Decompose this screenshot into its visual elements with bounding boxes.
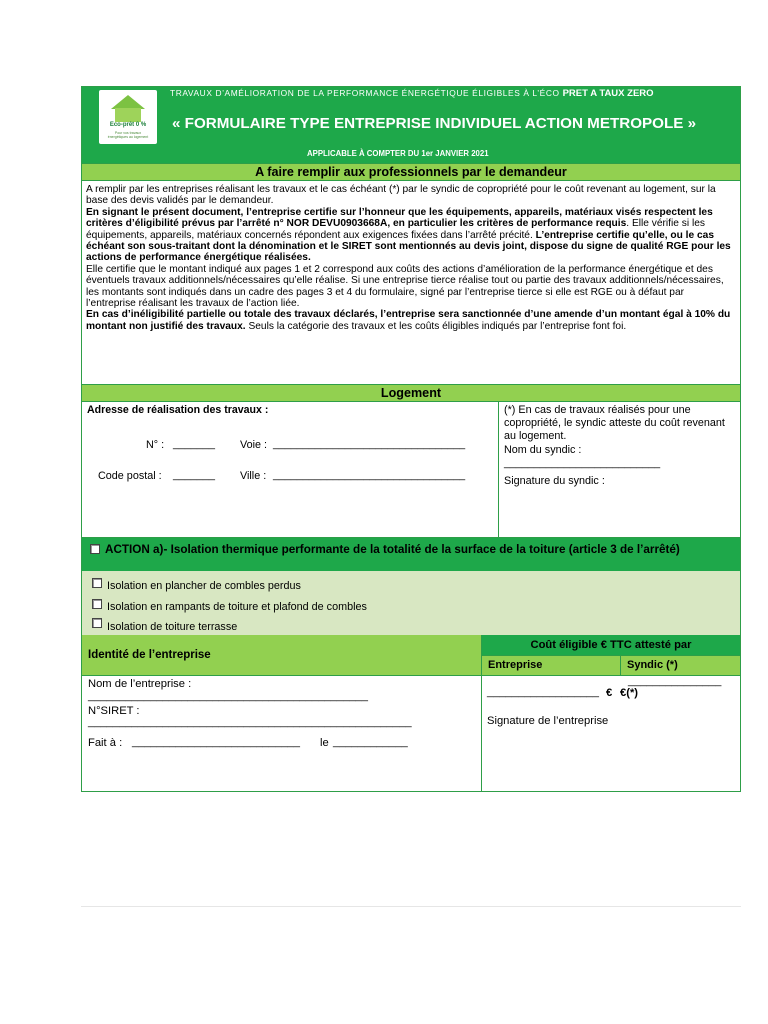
voie-label: Voie : <box>240 439 268 451</box>
cost-columns <box>482 656 740 675</box>
company-name-label: Nom de l’entreprise : <box>88 678 192 690</box>
header-top-line: TRAVAUX D’AMÉLIORATION DE LA PERFORMANCE ÉNERGÉTIQUE ÉLIGIBLES À L’ÉCO PRET A TAUX ZERO <box>170 88 654 99</box>
company-signature-label: Signature de l’entreprise <box>487 715 609 727</box>
form-title: « FORMULAIRE TYPE ENTREPRISE INDIVIDUEL ACTION METROPOLE » <box>172 115 697 132</box>
header-top-bold: PRET A TAUX ZERO <box>562 88 654 99</box>
amount-entreprise-field[interactable]: __________________ <box>487 686 599 698</box>
col-syndic: Syndic (*) <box>627 659 678 671</box>
applicable-date: APPLICABLE À COMPTER DU 1er JANVIER 2021 <box>307 149 489 158</box>
house-icon <box>115 108 141 122</box>
cost-values <box>482 676 740 791</box>
logo-text: Eco-prêt 0 % <box>109 122 147 128</box>
identity-heading: Identité de l’entreprise <box>88 649 211 661</box>
logement-section <box>82 402 740 537</box>
euro-syndic-symbol: €(*) <box>620 687 639 699</box>
cost-header <box>482 635 740 675</box>
identity-heading-cell <box>82 635 482 675</box>
fait-field[interactable]: ___________________________ <box>132 736 300 748</box>
cp-label: Code postal : <box>98 470 162 482</box>
date-label: le <box>320 737 329 749</box>
date-field[interactable]: ____________ <box>333 736 408 748</box>
syndic-note: (*) En cas de travaux réalisés pour une copropriété, le syndic atteste du coût revenant au logement. <box>504 404 725 442</box>
fait-label: Fait à : <box>88 737 123 749</box>
euro-symbol: € <box>606 687 613 699</box>
ville-label: Ville : <box>240 470 267 482</box>
address-label: Adresse de réalisation des travaux : <box>87 404 269 416</box>
num-label: N° : <box>146 439 165 451</box>
eco-pret-logo <box>99 90 157 144</box>
eco-ptz-form <box>81 86 741 792</box>
page-divider <box>81 906 741 907</box>
syndic-name-field[interactable]: __________________________ <box>504 457 661 469</box>
option-checkbox-combles-perdus[interactable] <box>92 578 102 588</box>
syndic-signature-label: Signature du syndic : <box>504 475 605 487</box>
intro-text: A remplir par les entreprises réalisant les travaux et le cas échéant (*) par le syndic de copropriété pour le coût revenant au logement, sur la base des devis validés par le demandeur. En signant le présent document, l’entreprise certifie sur l’honneur que les équipements, appareils, matériaux visés respectent les critères d’éligibilité prévus par l’arrêté n° NOR DEVU0903668A, en particulier les critères de performance requis. Elle vérifie si les équipements, appareils, matériaux concernés répondent aux exigences fixées dans l’arrêté précité. L’entreprise certifie qu’elle, ou le cas échéant son sous-traitant dont la dénomination et le SIRET sont mentionnés au devis joint, dispose du signe de qualité RGE pour les actions de performance énergétique réalisées. Elle certifie que le montant indiqué aux pages 1 et 2 correspond aux coûts des actions d’amélioration de la performance énergétique et des éventuels travaux additionnels/nécessaires qu’elle réalise. Si une entreprise tierce réalise tout ou partie des travaux additionnels/nécessaires, les montants sont indiqués dans un cadre des pages 3 et 4 du formulaire, signé par l’entreprise tierce si elle est RGE ou à défaut par l’entreprise réalisant les travaux de l’action liée. En cas d’inéligibilité partielle ou totale des travaux déclarés, l’entreprise sera sanctionnée d’une amende d’un montant égal à 10% du montant non justifié des travaux. Seuls la catégorie des travaux et les coûts éligibles indiqués par l’entreprise font foi. <box>86 184 731 332</box>
option-label: Isolation en plancher de combles perdus <box>107 580 301 592</box>
num-field[interactable]: _______ <box>173 438 216 450</box>
address-block <box>82 402 499 537</box>
cost-heading: Coût éligible € TTC attesté par <box>482 635 740 656</box>
action-a-checkbox[interactable] <box>90 544 100 554</box>
siret-field[interactable]: ____________________________________________________ <box>88 716 412 728</box>
intro-heading: A faire remplir aux professionnels par le demandeur <box>82 163 740 181</box>
option-checkbox-rampants[interactable] <box>92 599 102 609</box>
option-checkbox-terrasse[interactable] <box>92 618 102 628</box>
form-header <box>82 87 740 163</box>
syndic-block <box>499 402 740 537</box>
option-label: Isolation de toiture terrasse <box>107 621 238 633</box>
cp-field[interactable]: _______ <box>173 469 216 481</box>
syndic-name-label: Nom du syndic : <box>504 444 582 456</box>
identity-header <box>82 635 740 675</box>
siret-label: N°SIRET : <box>88 705 140 717</box>
col-entreprise: Entreprise <box>482 656 621 675</box>
action-options <box>82 571 740 635</box>
ville-field[interactable]: ________________________________ <box>273 469 466 481</box>
voie-field[interactable]: ________________________________ <box>273 438 466 450</box>
logo-subtext: Pour vos travaux énergétiques au logement <box>107 131 149 139</box>
action-header <box>82 537 740 571</box>
company-name-field[interactable]: _____________________________________________ <box>88 690 368 702</box>
house-roof-icon <box>111 95 145 109</box>
option-label: Isolation en rampants de toiture et plafond de combles <box>107 601 367 613</box>
identity-body <box>82 675 740 791</box>
amount-syndic-field[interactable]: _______________ <box>628 675 722 687</box>
action-a-label: ACTION a)- Isolation thermique performante de la totalité de la surface de la toiture (article 3 de l’arrêté) <box>105 543 680 556</box>
logement-heading: Logement <box>82 384 740 402</box>
company-details <box>82 676 482 791</box>
